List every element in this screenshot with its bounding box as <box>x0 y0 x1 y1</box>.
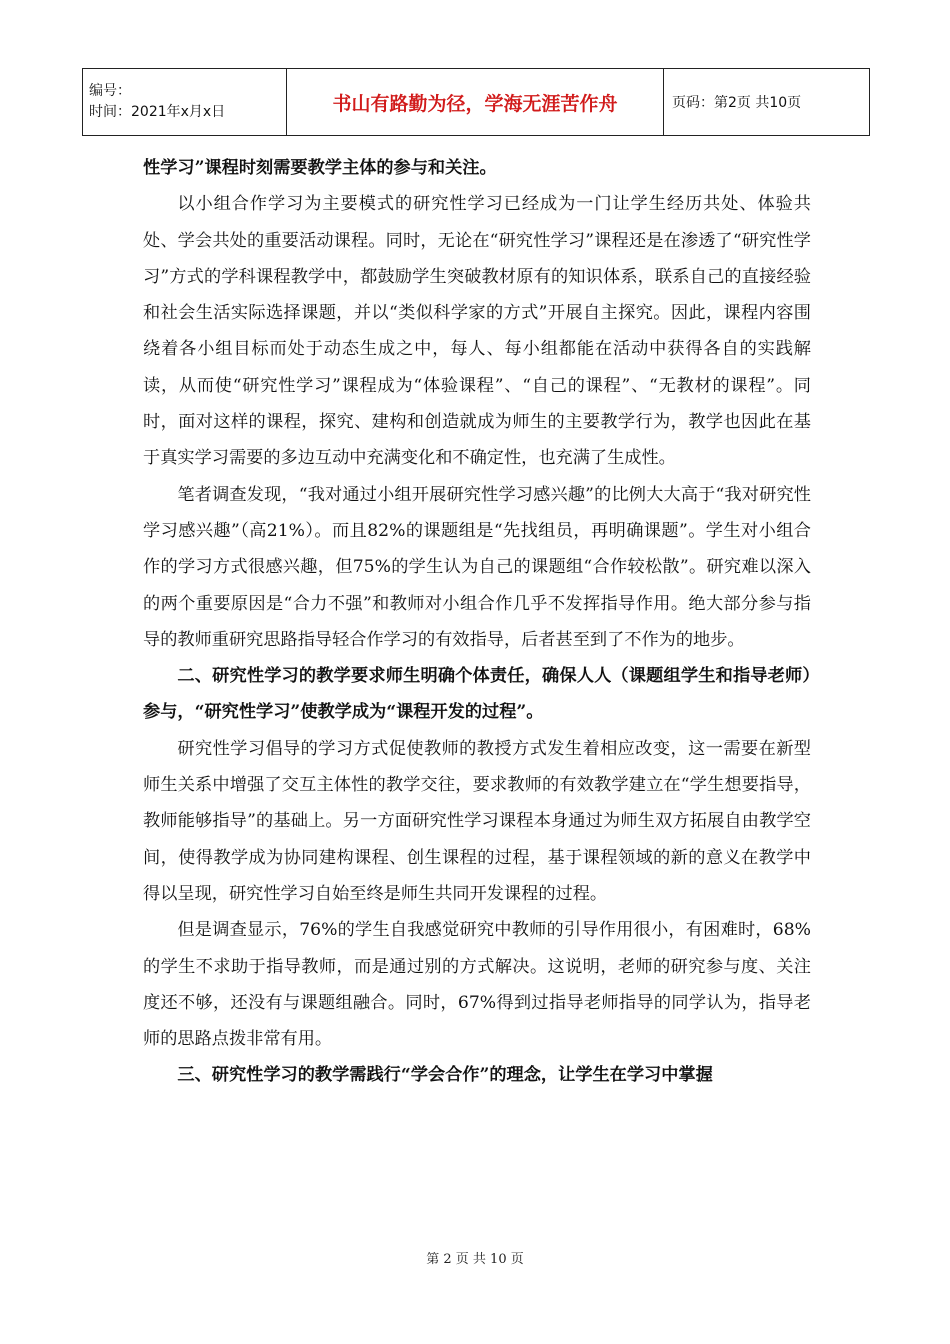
header-page-info: 页码：第2页 共10页 <box>664 69 870 136</box>
paragraph-body: 研究性学习倡导的学习方式促使教师的教授方式发生着相应改变，这一需要在新型师生关系中增强了交互主体性的教学交往，要求教师的有效教学建立在“学生想要指导，教师能够指导”的基础上。另一方面研究性学习课程本身通过为师生双方拓展自由教学空间，使得教学成为协同建构课程、创生课程的过程，基于课程领域的新的意义在教学中得以呈现，研究性学习自始至终是师生共同开发课程的过程。 <box>143 738 811 904</box>
header-motto: 书山有路勤为径，学海无涯苦作舟 <box>287 69 664 136</box>
paragraph-survey: 笔者调查发现，“我对通过小组开展研究性学习感兴趣”的比例大大高于“我对研究性学习感兴趣”（高21%）。而且82%的课题组是“先找组员，再明确课题”。学生对小组合作的学习方式很感兴趣，但75%的学生认为自己的课题组“合作较松散”。研究难以深入的两个重要原因是“合力不强”和教师对小组合作几乎不发挥指导作用。绝大部分参与指导的教师重研究思路指导轻合作学习的有效指导，后者甚至到了不作为的地步。 <box>143 484 811 650</box>
document-number-label: 编号： <box>89 83 131 99</box>
document-time-label: 时间：2021年x月x日 <box>89 104 226 120</box>
section-heading-2: 二、研究性学习的教学要求师生明确个体责任，确保人人（课题组学生和指导老师）参与，“研究性学习”使教学成为“课程开发的过程”。 <box>143 666 811 723</box>
header-table <box>82 68 870 136</box>
document-body <box>143 150 811 1094</box>
paragraph-body: 以小组合作学习为主要模式的研究性学习已经成为一门让学生经历共处、体验共处、学会共处的重要活动课程。同时，无论在“研究性学习”课程还是在渗透了“研究性学习”方式的学科课程教学中，都鼓励学生突破教材原有的知识体系，联系自己的直接经验和社会生活实际选择课题，并以“类似科学家的方式”开展自主探究。因此，课程内容围绕着各小组目标而处于动态生成之中，每人、每小组都能在活动中获得各自的实践解读，从而使“研究性学习”课程成为“体验课程”、“自己的课程”、“无教材的课程”。同时，面对这样的课程，探究、建构和创造就成为师生的主要教学行为，教学也因此在基于真实学习需要的多边互动中充满变化和不确定性，也充满了生成性。 <box>143 194 811 469</box>
section-heading-3: 三、研究性学习的教学需践行“学会合作”的理念，让学生在学习中掌握 <box>177 1065 713 1086</box>
header-meta-cell <box>83 69 287 136</box>
paragraph-continuation: 性学习”课程时刻需要教学主体的参与和关注。 <box>143 158 497 178</box>
paragraph-survey-2: 但是调查显示，76%的学生自我感觉研究中教师的引导作用很小，有困难时，68%的学生不求助于指导教师，而是通过别的方式解决。这说明，老师的研究参与度、关注度还不够，还没有与课题组融合。同时，67%得到过指导老师指导的同学认为，指导老师的思路点拨非常有用。 <box>143 920 811 1050</box>
page-footer: 第 2 页 共 10 页 <box>426 1252 524 1267</box>
